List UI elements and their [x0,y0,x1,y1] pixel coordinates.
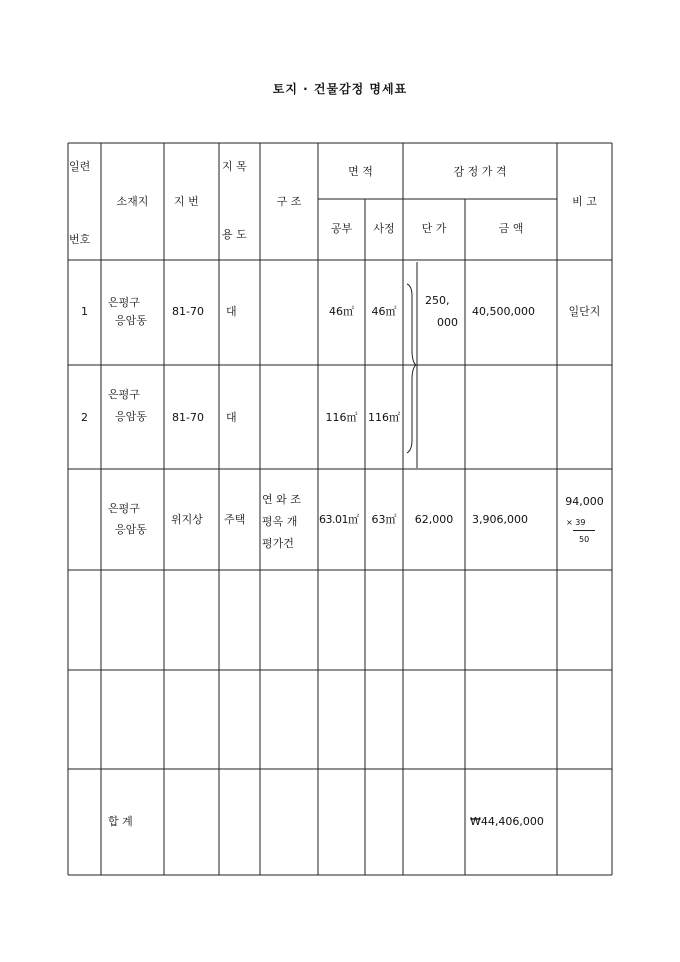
row3-structure-1: 연 와 조 [262,493,301,506]
row2-no: 2 [81,411,88,424]
row2-location-2: 응암동 [115,410,147,423]
row3-location-2: 응암동 [115,523,147,536]
header-location: 소재지 [116,195,149,208]
row2-area-official: 116㎡ [325,411,358,424]
row1-lot: 81-70 [172,305,204,318]
row3-structure-3: 평가건 [262,537,294,550]
header-area-actual: 사정 [373,222,395,235]
header-serial-bottom: 번호 [69,233,91,246]
document-title: 토지 · 건물감정 명세표 [272,82,408,96]
row3-remarks-denominator: 50 [579,535,590,544]
header-category-bottom: 용 도 [222,228,247,241]
total-label: 합 계 [108,815,133,828]
row1-location-1: 은평구 [108,296,140,309]
header-remarks: 비 고 [572,195,597,208]
header-area: 면 적 [348,165,373,178]
row3-lot: 위지상 [171,513,203,526]
row1-area-official: 46㎡ [329,305,354,318]
header-lot: 지 번 [174,195,199,208]
row1-unit-price-1: 250, [425,294,450,307]
row3-remarks-numerator: × 39 [566,518,586,527]
header-category-top: 지 목 [222,160,247,173]
row3-amount: 3,906,000 [472,513,528,526]
row2-category: 대 [226,411,237,424]
row1-remarks: 일단지 [568,305,601,318]
row1-no: 1 [81,305,88,318]
row3-unit-price: 62,000 [414,513,454,526]
total-amount: ₩44,406,000 [470,815,544,828]
row2-area-actual: 116㎡ [368,411,400,424]
row3-location-1: 은평구 [108,502,140,515]
row1-amount: 40,500,000 [472,305,535,318]
row1-location-2: 응암동 [115,314,147,327]
header-area-official: 공부 [330,222,353,235]
row3-remarks-value: 94,000 [565,495,604,508]
row1-category: 대 [226,305,237,318]
row3-area-official: 63.01㎡ [319,513,359,526]
row3-category: 주택 [224,513,246,526]
row2-location-1: 은평구 [108,388,140,401]
row3-structure-2: 평옥 개 [262,515,298,528]
row1-area-actual: 46㎡ [371,305,397,318]
header-appraisal: 감 정 가 격 [453,165,507,178]
row3-area-actual: 63㎡ [371,513,397,526]
row2-lot: 81-70 [172,411,204,424]
header-structure: 구 조 [276,195,302,208]
header-serial-top: 일련 [69,160,91,173]
header-unit-price: 단 가 [421,222,447,235]
row3-remarks-fraction-bar [573,530,595,531]
header-amount: 금 액 [498,222,524,235]
row1-unit-price-2: 000 [437,316,458,329]
